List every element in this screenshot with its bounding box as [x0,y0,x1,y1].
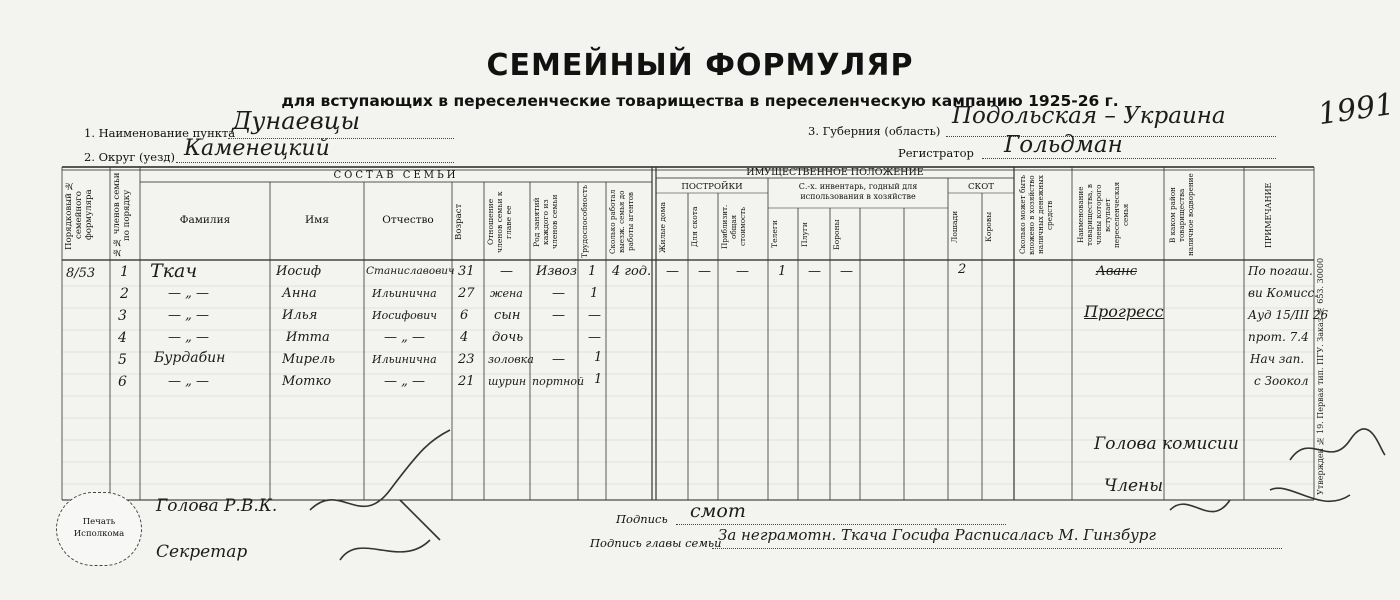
table-row-1-relation: — [500,264,513,279]
header-ability: Трудоспособность [580,184,589,258]
header-carts: Телеги [770,220,779,249]
head-signature-underline [712,548,1282,549]
header-occupation: Род занятий каждого из членов семьи [532,194,559,250]
table-row-5-age: 23 [458,352,475,367]
header-association: Наименование товарищества, в члены которого вступает переселенческая семья [1076,181,1130,249]
header-cattle-sheds: Для скота [690,206,699,248]
header-years: Сколько работал выезж. семья до работы агентов [608,189,635,255]
header-patronymic: Отчество [382,214,434,226]
table-row-6-patronymic: — „ — [384,374,425,389]
table-row-3-surname: — „ — [168,308,209,323]
table-row-1-occupation: Извоз [536,264,577,279]
stamp-line-2: Исполкома [73,529,125,539]
header-notes: ПРИМЕЧАНИЕ [1264,182,1273,248]
table-row-3-notes: Ауд 15/III 26 [1248,308,1329,322]
group-header-family: СОСТАВ СЕМЬИ [333,170,459,181]
table-row-1-sheds: — [698,264,711,279]
registrar-label: Регистратор [898,146,974,160]
registrar-value: Гольдман [1004,132,1123,158]
header-ploughs: Плуги [800,222,809,247]
table-row-1-value: — [736,264,749,279]
corner-number: 1991 [1315,86,1397,133]
table-row-5-notes: Нач зап. [1250,352,1305,366]
header-approx-value: Приблизит. общая стоимость [720,204,747,250]
table-row-4-notes: прот. 7.4 [1248,330,1309,344]
table-row-6-notes: с Зоокол [1254,374,1309,388]
table-row-3-occupation: — [552,308,565,323]
chairman-signature [280,420,480,570]
commission-signatures [1150,420,1390,540]
commission-chair-label: Голова комисии [1094,434,1239,454]
chairman-label: Голова Р.В.К. [156,496,278,516]
table-row-5-ability: 1 [594,350,603,365]
header-member-no: №№ членов семьи по порядку [112,172,132,258]
table-row-5-patronymic: Ильинична [372,353,437,366]
table-row-3-relation: сын [494,308,521,323]
table-row-6-age: 21 [458,374,475,389]
table-row-6-occupation: портной [532,375,585,388]
table-row-1-association: Аванс [1096,264,1138,279]
table-row-3-association: Прогресс [1084,302,1164,321]
table-row-1-houses: — [666,264,679,279]
group-header-inventory: С.-х. инвентарь, годный для использования в хозяйстве [798,182,918,201]
stamp-line-1: Печать [82,517,116,527]
header-age: Возраст [454,203,464,241]
form-subtitle: для вступающих в переселенческие товарищества в переселенческую кампанию 1925-26 г. [281,92,1119,110]
printer-imprint: Утвержден № 19. Первая тип. ПГУ. Заказ № 653. 30000 [1316,257,1325,495]
table-row-1-age: 31 [458,264,475,279]
header-name: Имя [305,214,329,226]
table-row-1-notes: По погаш. [1248,264,1313,278]
table-row-1-harrows: — [840,264,853,279]
header-harrows: Бороны [832,219,841,250]
head-signature-value: За неграмотн. Ткача Госифа Расписалась М. Гинзбург [718,526,1156,544]
header-surname: Фамилия [179,214,231,226]
table-row-1-patronymic: Станиславович [366,265,455,277]
table-row-5-no: 5 [118,352,127,368]
group-header-buildings: ПОСТРОЙКИ [681,182,743,192]
group-header-livestock: СКОТ [967,182,994,192]
group-header-property: ИМУЩЕСТВЕННОЕ ПОЛОЖЕНИЕ [746,167,924,178]
table-row-1-surname: Ткач [150,260,198,282]
table-row-2-notes: ви Комисс. [1248,286,1318,300]
table-row-2-ability: 1 [590,286,599,301]
table-row-3-age: 6 [460,308,469,323]
table-row-5-occupation: — [552,352,565,367]
table-row-1-serial: 8/53 [66,266,96,281]
table-row-1-years: 4 год. [612,264,652,279]
table-row-6-name: Мотко [282,374,332,389]
table-row-3-ability: — [588,308,601,323]
table-row-4-relation: дочь [492,330,524,345]
header-district: В каком район товарищества наличное водворение [1168,173,1195,257]
table-row-3-no: 3 [118,308,127,324]
table-row-2-name: Анна [282,286,317,301]
table-row-1-name: Иосиф [276,264,321,279]
table-row-1-ploughs: — [808,264,821,279]
table-row-4-patronymic: — „ — [384,330,425,345]
table-row-4-ability: — [588,330,601,345]
head-signature-label: Подпись главы семьи [590,536,722,550]
table-row-3-patronymic: Иосифович [372,309,438,322]
header-relation: Отношение членов семьи к главе ее [486,191,513,253]
point-value: Дунаевцы [232,107,361,135]
table-row-2-relation: жена [490,287,523,300]
table-row-6-ability: 1 [594,372,603,387]
table-row-6-relation: шурин [488,375,527,388]
table-row-1-no: 1 [120,264,129,280]
signature-value: смот [690,500,746,522]
commission-members-label: Члены [1104,476,1164,496]
okrug-label: 2. Округ (уезд) [84,150,175,164]
table-row-2-age: 27 [458,286,475,301]
table-row-2-no: 2 [120,286,129,302]
form-title: СЕМЕЙНЫЙ ФОРМУЛЯР [486,48,914,83]
signature-label: Подпись [616,512,668,526]
header-money: Сколько может быть вложено в хозяйство наличных денежных средств [1018,175,1054,255]
table-row-2-occupation: — [552,286,565,301]
table-row-2-patronymic: Ильинична [372,287,437,300]
table-row-1-ability: 1 [588,264,597,279]
header-cows: Коровы [984,211,993,243]
gubernia-value: Подольская – Украина [952,103,1226,129]
secretary-label: Секретар [156,542,248,562]
table-row-4-no: 4 [118,330,127,346]
table-row-6-no: 6 [118,374,127,390]
header-serial: Порядковый № семейного формуляра [64,180,94,250]
okrug-value: Каменецкий [184,136,330,161]
table-row-3-name: Илья [282,308,318,323]
table-row-4-age: 4 [460,330,469,345]
table-row-1-carts: 1 [778,264,787,279]
table-row-5-name: Мирель [282,352,336,367]
table-row-4-name: Итта [286,330,330,345]
table-row-4-surname: — „ — [168,330,209,345]
header-horses: Лошади [950,210,959,244]
table-row-1-horses: 2 [958,262,967,277]
table-row-2-surname: — „ — [168,286,209,301]
signature-underline [676,524,1006,525]
table-row-5-relation: золовка [488,353,534,366]
table-row-5-surname: Бурдабин [154,350,226,366]
stamp-circle [56,492,142,566]
table-row-6-surname: — „ — [168,374,209,389]
gubernia-label: 3. Губерния (область) [808,124,941,138]
point-label: 1. Наименование пункта [84,126,236,140]
header-houses: Жилые дома [658,201,667,253]
